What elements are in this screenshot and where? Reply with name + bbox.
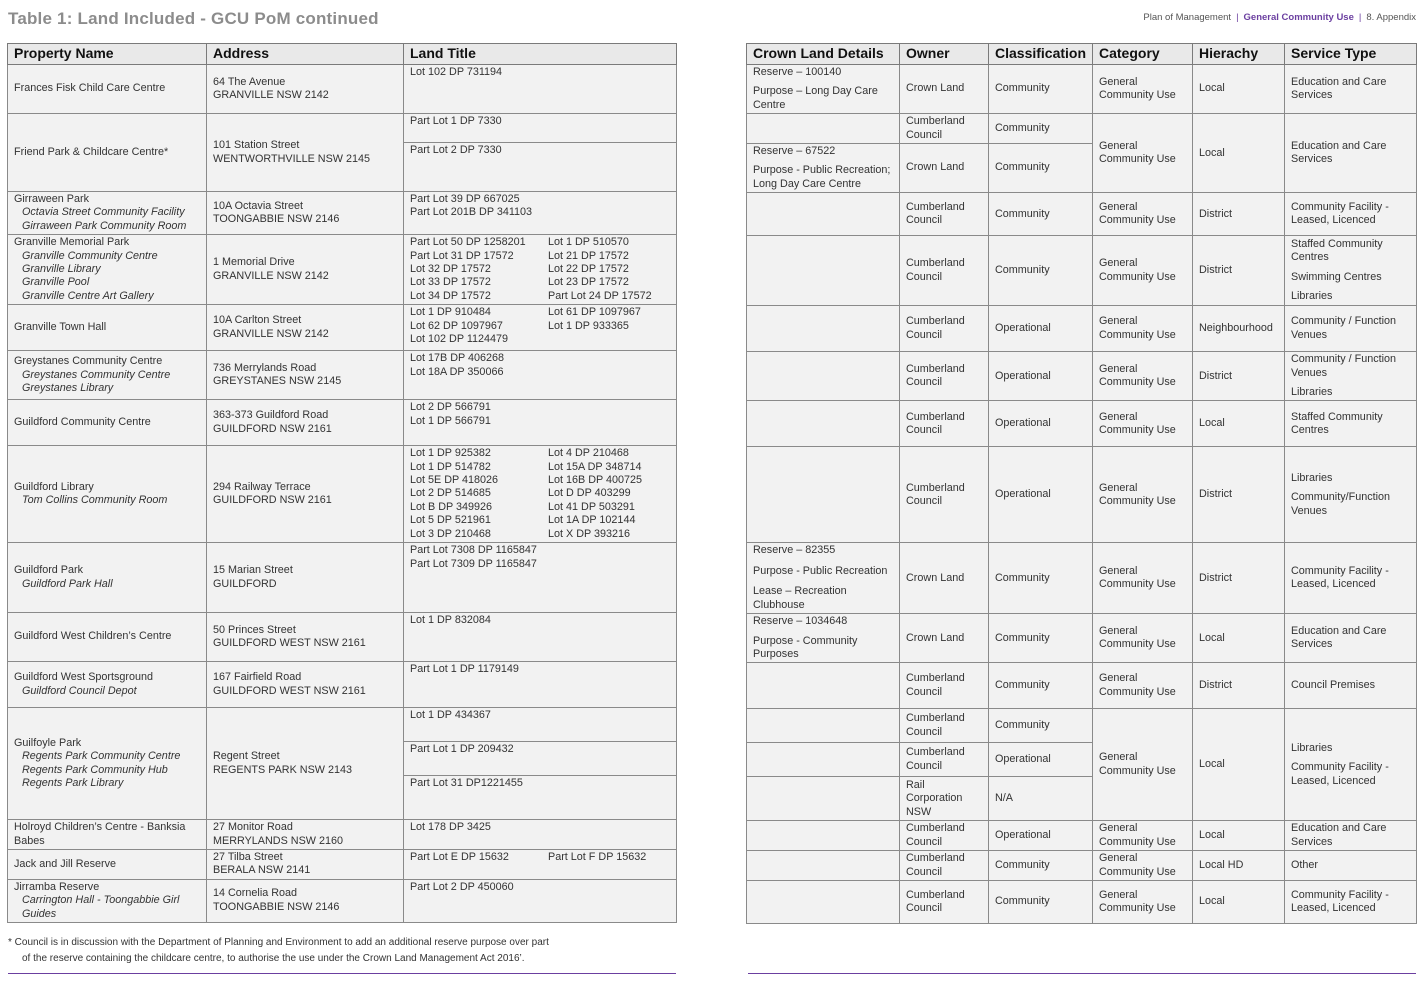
land-title: Lot 1 DP 910484 Lot 61 DP 1097967 Lot 62 DP 1097967 Lot 1 DP 933365 Lot 102 DP 1124479: [404, 305, 677, 351]
classification: Community: [989, 543, 1093, 614]
table-row: [8, 305, 677, 351]
hierarchy: Local: [1193, 401, 1285, 447]
address: 294 Railway Terrace GUILDFORD NSW 2161: [207, 446, 404, 543]
land-title: Part Lot 2 DP 450060: [404, 879, 677, 922]
table-row: [747, 880, 1417, 923]
table-row: [747, 401, 1417, 447]
category: General Community Use: [1093, 880, 1193, 923]
land-title: Lot 102 DP 731194: [404, 65, 677, 114]
category: General Community Use: [1093, 709, 1193, 821]
classification: Community: [989, 851, 1093, 881]
hierarchy: Local: [1193, 821, 1285, 851]
property-name: Guildford Park Guildford Park Hall: [8, 543, 207, 613]
owner: Cumberland Council: [900, 709, 989, 743]
hierarchy: District: [1193, 236, 1285, 306]
land-title: Part Lot 1 DP 209432: [404, 742, 677, 776]
table-header-row: [747, 44, 1417, 65]
hierarchy: Local HD: [1193, 851, 1285, 881]
owner: Cumberland Council: [900, 352, 989, 401]
header-plan: Plan of Management: [1143, 12, 1232, 23]
hierarchy: Local: [1193, 709, 1285, 821]
address: 10A Carlton Street GRANVILLE NSW 2142: [207, 305, 404, 351]
property-name: Jack and Jill Reserve: [8, 849, 207, 879]
category: General Community Use: [1093, 114, 1193, 193]
address: 64 The Avenue GRANVILLE NSW 2142: [207, 65, 404, 114]
header-appendix: 8. Appendix: [1366, 12, 1416, 23]
crown-land-details: Reserve – 1034648 Purpose - Community Purposes: [747, 614, 900, 663]
service-type: Staffed Community Centres Swimming Centres Libraries: [1285, 236, 1417, 306]
owner: Cumberland Council: [900, 401, 989, 447]
address: 167 Fairfield Road GUILDFORD WEST NSW 2161: [207, 662, 404, 708]
hierarchy: Local: [1193, 65, 1285, 114]
table-row: [747, 114, 1417, 144]
classification: Operational: [989, 401, 1093, 447]
classification: Community: [989, 114, 1093, 144]
property-name: Guildford Community Centre: [8, 400, 207, 446]
crown-land-details: [747, 193, 900, 236]
hierarchy: Local: [1193, 114, 1285, 193]
service-type: Community Facility - Leased, Licenced: [1285, 193, 1417, 236]
page-divider-left: [8, 973, 676, 974]
crown-land-details: [747, 306, 900, 352]
category: General Community Use: [1093, 193, 1193, 236]
land-title: Lot 178 DP 3425: [404, 820, 677, 850]
table-row: [8, 662, 677, 708]
service-type: Council Premises: [1285, 663, 1417, 709]
table-row: [747, 352, 1417, 401]
table-row: [747, 543, 1417, 614]
land-title: Part Lot 50 DP 1258201 Lot 1 DP 510570 Part Lot 31 DP 17572 Lot 21 DP 17572 Lot 32 DP 17572 Lot 22 DP 17572 Lot 33 DP 17572 Lot 23 DP 17572 Lot 34 DP 17572 Part Lot 24 DP 17572: [404, 235, 677, 305]
category: General Community Use: [1093, 401, 1193, 447]
table-row: [747, 821, 1417, 851]
crown-land-details: [747, 447, 900, 543]
crown-land-details: [747, 851, 900, 881]
table-row: [747, 236, 1417, 306]
land-title: Part Lot 2 DP 7330: [404, 143, 677, 192]
table-row: [747, 193, 1417, 236]
table-row: [747, 306, 1417, 352]
table-row: [747, 614, 1417, 663]
table-row: [8, 879, 677, 922]
property-name: Granville Town Hall: [8, 305, 207, 351]
classification: Community: [989, 880, 1093, 923]
owner: Cumberland Council: [900, 236, 989, 306]
classification: Community: [989, 614, 1093, 663]
property-name: Holroyd Children’s Centre - Banksia Babes: [8, 820, 207, 850]
column-header: Hierachy: [1193, 44, 1285, 65]
owner: Cumberland Council: [900, 743, 989, 777]
classification: Community: [989, 193, 1093, 236]
land-title: Part Lot 31 DP1221455: [404, 776, 677, 820]
column-header: Classification: [989, 44, 1093, 65]
crown-land-details: [747, 663, 900, 709]
footnote-line: * Council is in discussion with the Department of Planning and Environment to add an additional reserve purpose over part: [8, 937, 549, 948]
land-title: Lot 17B DP 406268 Lot 18A DP 350066: [404, 351, 677, 400]
classification: Operational: [989, 821, 1093, 851]
crown-land-details: Reserve – 82355 Purpose - Public Recreation Lease – Recreation Clubhouse: [747, 543, 900, 614]
table-row: [8, 820, 677, 850]
classification: Operational: [989, 306, 1093, 352]
land-title: Lot 1 DP 925382 Lot 4 DP 210468 Lot 1 DP 514782 Lot 15A DP 348714 Lot 5E DP 418026 Lot 16B DP 400725 Lot 2 DP 514685 Lot D DP 403299 Lot B DP 349926 Lot 41 DP 503291 Lot 5 DP 521961 Lot 1A DP 102144 Lot 3 DP 210468 Lot X DP 393216: [404, 446, 677, 543]
category: General Community Use: [1093, 65, 1193, 114]
crown-land-details: [747, 743, 900, 777]
page-divider-right: [748, 973, 1416, 974]
service-type: Staffed Community Centres: [1285, 401, 1417, 447]
service-type: Education and Care Services: [1285, 614, 1417, 663]
crown-land-details: [747, 352, 900, 401]
column-header: Property Name: [8, 44, 207, 65]
owner: Crown Land: [900, 144, 989, 193]
table-header-row: [8, 44, 677, 65]
service-type: Community Facility - Leased, Licenced: [1285, 543, 1417, 614]
address: 10A Octavia Street TOONGABBIE NSW 2146: [207, 192, 404, 235]
property-name: Granville Memorial Park Granville Community Centre Granville Library Granville Pool Granville Centre Art Gallery: [8, 235, 207, 305]
hierarchy: District: [1193, 352, 1285, 401]
category: General Community Use: [1093, 821, 1193, 851]
table-row: [8, 351, 677, 400]
hierarchy: Neighbourhood: [1193, 306, 1285, 352]
address: Regent Street REGENTS PARK NSW 2143: [207, 708, 404, 820]
address: 14 Cornelia Road TOONGABBIE NSW 2146: [207, 879, 404, 922]
service-type: Education and Care Services: [1285, 114, 1417, 193]
category: General Community Use: [1093, 352, 1193, 401]
crown-land-details: [747, 777, 900, 821]
service-type: Community / Function Venues: [1285, 306, 1417, 352]
service-type: Libraries Community/Function Venues: [1285, 447, 1417, 543]
table-row: [747, 709, 1417, 743]
land-table-right: [746, 43, 1417, 924]
owner: Rail Corporation NSW: [900, 777, 989, 821]
property-name: Guildford Library Tom Collins Community Room: [8, 446, 207, 543]
category: General Community Use: [1093, 663, 1193, 709]
column-header: Crown Land Details: [747, 44, 900, 65]
land-title: Part Lot 1 DP 7330: [404, 114, 677, 143]
table-row: [8, 613, 677, 662]
service-type: Libraries Community Facility - Leased, Licenced: [1285, 709, 1417, 821]
owner: Cumberland Council: [900, 851, 989, 881]
page-title: Table 1: Land Included - GCU PoM continued: [8, 9, 379, 28]
crown-land-details: [747, 114, 900, 144]
crown-land-details: Reserve – 100140 Purpose – Long Day Care Centre: [747, 65, 900, 114]
classification: Community: [989, 236, 1093, 306]
land-title: Part Lot E DP 15632 Part Lot F DP 15632: [404, 849, 677, 879]
table-row: [8, 192, 677, 235]
owner: Cumberland Council: [900, 880, 989, 923]
owner: Cumberland Council: [900, 114, 989, 144]
crown-land-details: [747, 880, 900, 923]
classification: N/A: [989, 777, 1093, 821]
land-title: Lot 2 DP 566791 Lot 1 DP 566791: [404, 400, 677, 446]
column-header: Service Type: [1285, 44, 1417, 65]
address: 101 Station Street WENTWORTHVILLE NSW 2145: [207, 114, 404, 192]
column-header: Land Title: [404, 44, 677, 65]
property-name: Guildford West Children’s Centre: [8, 613, 207, 662]
table-row: [8, 849, 677, 879]
table-row: [747, 663, 1417, 709]
footnote-line: of the reserve containing the childcare centre, to authorise the use under the Crown Land Management Act 2016’.: [22, 953, 525, 964]
hierarchy: Local: [1193, 880, 1285, 923]
column-header: Address: [207, 44, 404, 65]
crown-land-details: [747, 236, 900, 306]
crown-land-details: [747, 401, 900, 447]
property-name: Frances Fisk Child Care Centre: [8, 65, 207, 114]
table-row: [8, 708, 677, 742]
land-title: Part Lot 1 DP 1179149: [404, 662, 677, 708]
hierarchy: District: [1193, 193, 1285, 236]
property-name: Girraween Park Octavia Street Community Facility Girraween Park Community Room: [8, 192, 207, 235]
owner: Cumberland Council: [900, 821, 989, 851]
owner: Cumberland Council: [900, 306, 989, 352]
table-row: [747, 447, 1417, 543]
table-row: [8, 235, 677, 305]
hierarchy: District: [1193, 663, 1285, 709]
land-title: Lot 1 DP 832084: [404, 613, 677, 662]
land-title: Part Lot 7308 DP 1165847 Part Lot 7309 DP 1165847: [404, 543, 677, 613]
header-separator: |: [1236, 12, 1239, 23]
address: 27 Tilba Street BERALA NSW 2141: [207, 849, 404, 879]
table-row: [8, 114, 677, 143]
table-row: [8, 400, 677, 446]
running-header: [1143, 12, 1416, 23]
header-separator: |: [1358, 12, 1362, 23]
service-type: Community Facility - Leased, Licenced: [1285, 880, 1417, 923]
header-section: General Community Use: [1243, 12, 1354, 23]
table-row: [8, 446, 677, 543]
service-type: Education and Care Services: [1285, 65, 1417, 114]
category: General Community Use: [1093, 614, 1193, 663]
category: General Community Use: [1093, 851, 1193, 881]
category: General Community Use: [1093, 306, 1193, 352]
category: General Community Use: [1093, 447, 1193, 543]
classification: Community: [989, 663, 1093, 709]
address: 27 Monitor Road MERRYLANDS NSW 2160: [207, 820, 404, 850]
crown-land-details: [747, 709, 900, 743]
owner: Cumberland Council: [900, 193, 989, 236]
owner: Cumberland Council: [900, 663, 989, 709]
table-row: [8, 543, 677, 613]
category: General Community Use: [1093, 236, 1193, 306]
address: 1 Memorial Drive GRANVILLE NSW 2142: [207, 235, 404, 305]
land-title: Part Lot 39 DP 667025 Part Lot 201B DP 341103: [404, 192, 677, 235]
land-title: Lot 1 DP 434367: [404, 708, 677, 742]
owner: Crown Land: [900, 543, 989, 614]
owner: Crown Land: [900, 614, 989, 663]
column-header: Category: [1093, 44, 1193, 65]
owner: Cumberland Council: [900, 447, 989, 543]
hierarchy: District: [1193, 447, 1285, 543]
crown-land-details: Reserve – 67522 Purpose - Public Recreation; Long Day Care Centre: [747, 144, 900, 193]
classification: Operational: [989, 352, 1093, 401]
property-name: Jirramba Reserve Carrington Hall - Toongabbie Girl Guides: [8, 879, 207, 922]
owner: Crown Land: [900, 65, 989, 114]
property-name: Guildford West Sportsground Guildford Council Depot: [8, 662, 207, 708]
address: 736 Merrylands Road GREYSTANES NSW 2145: [207, 351, 404, 400]
land-table-left: [7, 43, 677, 923]
table-row: [747, 851, 1417, 881]
service-type: Other: [1285, 851, 1417, 881]
property-name: Friend Park & Childcare Centre*: [8, 114, 207, 192]
address: 15 Marian Street GUILDFORD: [207, 543, 404, 613]
address: 50 Princes Street GUILDFORD WEST NSW 2161: [207, 613, 404, 662]
table-row: [747, 65, 1417, 114]
classification: Operational: [989, 743, 1093, 777]
table-row: [8, 65, 677, 114]
classification: Community: [989, 709, 1093, 743]
service-type: Community / Function Venues Libraries: [1285, 352, 1417, 401]
classification: Operational: [989, 447, 1093, 543]
property-name: Guilfoyle Park Regents Park Community Centre Regents Park Community Hub Regents Park Library: [8, 708, 207, 820]
hierarchy: Local: [1193, 614, 1285, 663]
service-type: Education and Care Services: [1285, 821, 1417, 851]
classification: Community: [989, 65, 1093, 114]
column-header: Owner: [900, 44, 989, 65]
crown-land-details: [747, 821, 900, 851]
hierarchy: District: [1193, 543, 1285, 614]
classification: Community: [989, 144, 1093, 193]
property-name: Greystanes Community Centre Greystanes Community Centre Greystanes Library: [8, 351, 207, 400]
address: 363-373 Guildford Road GUILDFORD NSW 2161: [207, 400, 404, 446]
footnote: [8, 935, 658, 967]
category: General Community Use: [1093, 543, 1193, 614]
